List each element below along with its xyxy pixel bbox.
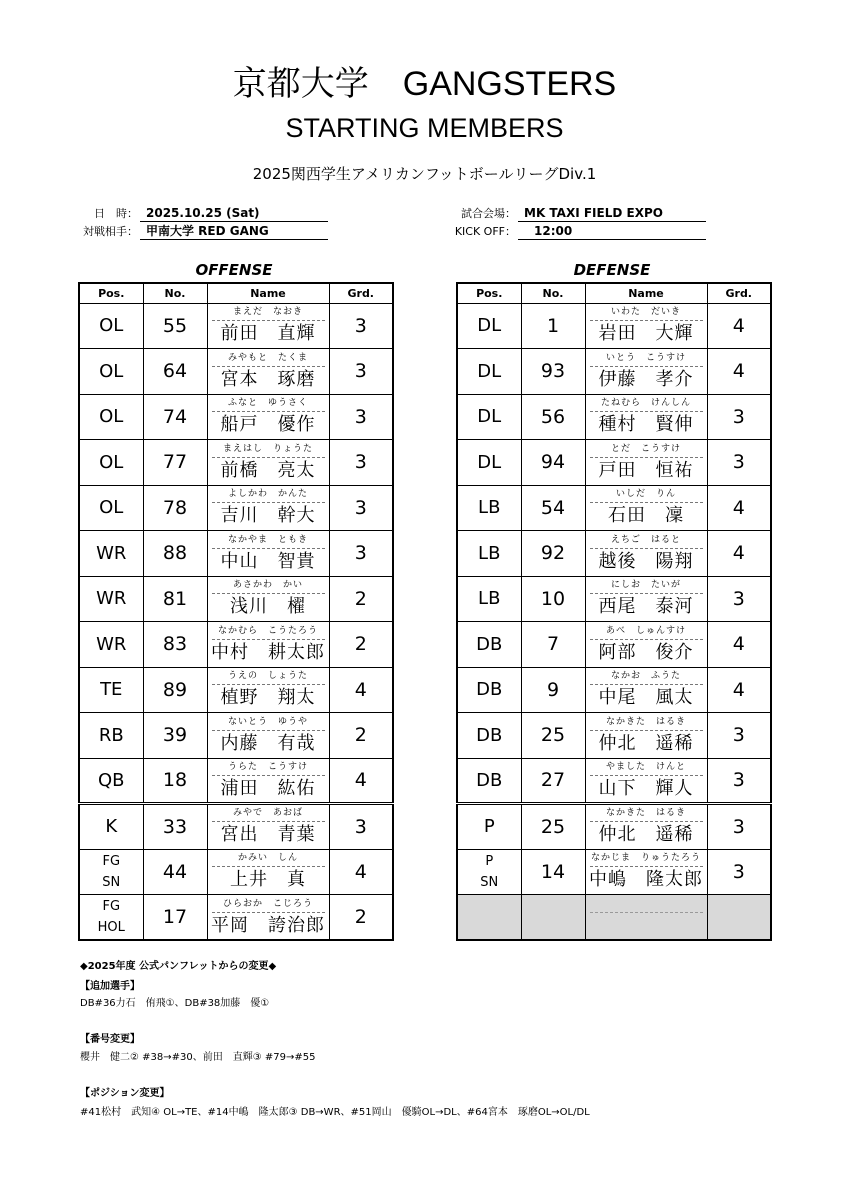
player-row (79, 667, 393, 713)
offense-heading: OFFENSE (195, 261, 273, 279)
player-grade: 3 (329, 440, 393, 486)
player-grade: 2 (329, 713, 393, 759)
player-grade: 4 (707, 485, 771, 531)
player-pos: OL (79, 349, 143, 395)
player-number: 56 (521, 394, 585, 440)
player-pos: WR (79, 531, 143, 577)
empty-cell (521, 895, 585, 941)
kickoff-label: KICK OFF： (454, 225, 516, 238)
offense-table (78, 282, 394, 941)
player-name: 吉川 幹大 (220, 505, 316, 527)
player-pos: WR (79, 576, 143, 622)
player-name: 仲北 遥稀 (598, 824, 694, 846)
player-pos: LB (457, 531, 521, 577)
player-name-kana: なかお ふうた (590, 668, 703, 685)
position-change-text: #41松村 武知④ OL→TE、#14中嶋 隆太郎③ DB→WR、#51岡山 優騎OL→DL、#64宮本 琢磨OL→OL/DL (80, 1107, 590, 1118)
player-name-kana: なかやま ともき (212, 532, 325, 549)
player-pos: DB (457, 713, 521, 759)
player-name-cell (585, 622, 707, 668)
player-row (79, 485, 393, 531)
player-row (79, 622, 393, 668)
player-number: 10 (521, 576, 585, 622)
player-name-kana: なかじま りゅうたろう (590, 850, 703, 867)
number-change-text: 櫻井 健二② #38→#30、前田 直輝③ #79→#55 (80, 1052, 316, 1063)
player-number: 55 (143, 303, 207, 349)
player-name-cell (585, 758, 707, 804)
player-name: 西尾 泰河 (598, 596, 694, 618)
player-name-cell (207, 713, 329, 759)
player-number: 14 (521, 849, 585, 895)
player-name-kana: みやで あおば (212, 805, 325, 822)
player-name: 仲北 遥稀 (598, 732, 694, 754)
player-name-cell (207, 349, 329, 395)
player-row (457, 485, 771, 531)
player-name-cell (585, 349, 707, 395)
player-pos: OL (79, 440, 143, 486)
player-grade: 3 (329, 485, 393, 531)
player-pos (79, 849, 143, 895)
team-title: 京都大学 GANGSTERS (232, 65, 617, 103)
player-number: 17 (143, 895, 207, 941)
defense-heading: DEFENSE (573, 261, 651, 279)
player-pos (457, 849, 521, 895)
player-name-kana: たねむら けんしん (590, 395, 703, 412)
player-name: 内藤 有哉 (220, 732, 316, 754)
kickoff-value: 12:00 (518, 223, 706, 240)
player-name-cell (207, 485, 329, 531)
player-name: 山下 輝人 (598, 777, 694, 799)
player-grade: 3 (329, 394, 393, 440)
player-row (457, 576, 771, 622)
player-row (457, 440, 771, 486)
player-name: 宮出 青葉 (220, 824, 316, 846)
player-name: 浅川 櫂 (230, 596, 306, 618)
player-grade: 3 (707, 849, 771, 895)
player-name: 船戸 優作 (220, 414, 316, 436)
empty-cell (707, 895, 771, 941)
player-grade: 3 (329, 349, 393, 395)
pos-line-2: SN (102, 874, 121, 890)
player-name-kana: ふなと ゆうさく (212, 395, 325, 412)
player-name-cell (207, 576, 329, 622)
player-pos: WR (79, 622, 143, 668)
date-value: 2025.10.25 (Sat) (140, 205, 328, 222)
player-pos: OL (79, 394, 143, 440)
player-name-kana: ひらおか こじろう (212, 896, 325, 913)
player-number: 54 (521, 485, 585, 531)
col-grd: Grd. (329, 283, 393, 303)
player-number: 83 (143, 622, 207, 668)
player-number: 25 (521, 804, 585, 850)
player-name-cell (207, 622, 329, 668)
player-name: 植野 翔太 (220, 687, 316, 709)
player-row (79, 394, 393, 440)
player-name: 阿部 俊介 (598, 641, 694, 663)
league-name: 2025関西学生アメリカンフットボールリーグDiv.1 (252, 165, 597, 183)
player-number: 78 (143, 485, 207, 531)
player-name-cell (585, 531, 707, 577)
player-pos: TE (79, 667, 143, 713)
player-row (457, 667, 771, 713)
player-name-cell (207, 895, 329, 941)
player-pos: K (79, 804, 143, 850)
player-row (457, 713, 771, 759)
opponent-value: 甲南大学 RED GANG (140, 223, 328, 240)
player-name-cell (585, 713, 707, 759)
player-number: 18 (143, 758, 207, 804)
player-number: 1 (521, 303, 585, 349)
pos-line-1: FG (102, 899, 121, 914)
player-name-cell (585, 303, 707, 349)
player-pos: DB (457, 622, 521, 668)
player-grade: 4 (329, 758, 393, 804)
player-row (79, 531, 393, 577)
player-pos (79, 895, 143, 941)
player-grade: 4 (707, 622, 771, 668)
player-row (457, 804, 771, 850)
player-name-cell (207, 849, 329, 895)
player-name: 種村 賢伸 (598, 414, 694, 436)
player-pos: RB (79, 713, 143, 759)
player-name: 中村 耕太郎 (211, 641, 325, 663)
empty-kana-line (590, 896, 703, 913)
player-name-kana: いとう こうすけ (590, 350, 703, 367)
player-grade: 2 (329, 895, 393, 941)
player-name-cell (207, 758, 329, 804)
player-name-cell (207, 440, 329, 486)
player-number: 74 (143, 394, 207, 440)
player-name-kana: うえの しょうた (212, 668, 325, 685)
number-change-heading: 【番号変更】 (80, 1034, 140, 1045)
venue-value: MK TAXI FIELD EXPO (518, 205, 706, 222)
player-name-cell (585, 394, 707, 440)
player-name-kana: えちご はると (590, 532, 703, 549)
player-name: 平岡 誇治郎 (211, 914, 325, 936)
pos-line-1: P (485, 853, 494, 869)
player-grade: 4 (707, 667, 771, 713)
pos-line-2: HOL (97, 920, 125, 935)
player-name-cell (207, 804, 329, 850)
player-name-kana: あべ しゅんすけ (590, 623, 703, 640)
player-pos: DL (457, 349, 521, 395)
player-pos: OL (79, 303, 143, 349)
player-row (457, 349, 771, 395)
player-name-kana: かみい しん (212, 850, 325, 867)
player-row (457, 531, 771, 577)
empty-cell (457, 895, 521, 941)
player-name-cell (585, 667, 707, 713)
player-grade: 3 (707, 576, 771, 622)
player-number: 89 (143, 667, 207, 713)
player-name-kana: いしだ りん (590, 486, 703, 503)
player-name-kana: ないとう ゆうや (212, 714, 325, 731)
player-grade: 4 (329, 849, 393, 895)
player-name: 岩田 大輝 (598, 323, 694, 345)
player-row (79, 713, 393, 759)
player-pos: LB (457, 485, 521, 531)
player-name: 伊藤 孝介 (598, 368, 694, 390)
player-number: 77 (143, 440, 207, 486)
player-name-kana: やました けんと (590, 759, 703, 776)
player-name: 宮本 琢磨 (220, 368, 316, 390)
player-name: 中尾 風太 (598, 687, 694, 709)
player-name-kana: なかむら こうたろう (212, 623, 325, 640)
player-name-kana: にしお たいが (590, 577, 703, 594)
defense-table (456, 282, 772, 941)
player-number: 88 (143, 531, 207, 577)
player-name-kana: まえだ なおき (212, 304, 325, 321)
pos-line-1: FG (102, 853, 121, 869)
player-name-cell (585, 440, 707, 486)
player-pos: LB (457, 576, 521, 622)
player-row (457, 394, 771, 440)
player-row (457, 622, 771, 668)
player-row (79, 303, 393, 349)
pos-line-2: SN (480, 874, 499, 890)
player-row (457, 895, 771, 941)
col-grd: Grd. (707, 283, 771, 303)
player-name-cell (207, 667, 329, 713)
col-name: Name (585, 283, 707, 303)
player-name: 戸田 恒祐 (598, 459, 694, 481)
player-name-kana: まえはし りょうた (212, 441, 325, 458)
player-name-cell (207, 531, 329, 577)
empty-cell (585, 895, 707, 941)
player-pos: DB (457, 758, 521, 804)
player-name-cell (207, 394, 329, 440)
col-pos: Pos. (79, 283, 143, 303)
player-grade: 4 (707, 349, 771, 395)
player-grade: 4 (329, 667, 393, 713)
player-number: 64 (143, 349, 207, 395)
venue-label: 試合会場： (461, 207, 516, 220)
player-name: 石田 凜 (608, 505, 684, 527)
player-number: 93 (521, 349, 585, 395)
player-name: 中山 智貴 (220, 550, 316, 572)
player-name: 浦田 紘佑 (220, 777, 316, 799)
player-name-kana: うらた こうすけ (212, 759, 325, 776)
player-grade: 4 (707, 531, 771, 577)
player-name-cell (585, 576, 707, 622)
player-grade: 2 (329, 622, 393, 668)
opponent-label: 対戦相手： (83, 225, 138, 238)
player-pos: DL (457, 303, 521, 349)
player-pos: P (457, 804, 521, 850)
player-pos: DB (457, 667, 521, 713)
player-number: 81 (143, 576, 207, 622)
empty-name-line (586, 913, 707, 939)
player-name-kana: よしかわ かんた (212, 486, 325, 503)
player-row (79, 849, 393, 895)
player-number: 9 (521, 667, 585, 713)
player-name: 前橋 亮太 (220, 459, 316, 481)
player-row (79, 349, 393, 395)
player-name-kana: あさかわ かい (212, 577, 325, 594)
player-grade: 3 (707, 713, 771, 759)
player-name-kana: とだ こうすけ (590, 441, 703, 458)
player-name-kana: なかきた はるき (590, 714, 703, 731)
player-row (79, 758, 393, 804)
player-pos: DL (457, 440, 521, 486)
player-number: 7 (521, 622, 585, 668)
player-grade: 3 (707, 804, 771, 850)
player-name: 上井 真 (230, 869, 306, 891)
player-number: 27 (521, 758, 585, 804)
added-text: DB#36力石 侑飛①、DB#38加藤 優① (80, 998, 270, 1009)
player-name-cell (585, 849, 707, 895)
player-name: 越後 陽翔 (598, 550, 694, 572)
date-label: 日 時： (94, 207, 138, 220)
player-row (457, 758, 771, 804)
player-name-cell (207, 303, 329, 349)
player-name-kana: いわた だいき (590, 304, 703, 321)
player-grade: 4 (707, 303, 771, 349)
added-heading: 【追加選手】 (80, 981, 140, 992)
player-name-kana: みやもと たくま (212, 350, 325, 367)
player-pos: OL (79, 485, 143, 531)
player-grade: 3 (329, 804, 393, 850)
player-name-kana: なかきた はるき (590, 805, 703, 822)
player-name: 前田 直輝 (220, 323, 316, 345)
player-grade: 3 (329, 303, 393, 349)
player-grade: 2 (329, 576, 393, 622)
player-row (79, 895, 393, 941)
player-row (79, 576, 393, 622)
player-number: 39 (143, 713, 207, 759)
player-name-cell (585, 485, 707, 531)
player-grade: 3 (707, 758, 771, 804)
player-row (457, 849, 771, 895)
player-name-cell (585, 804, 707, 850)
player-row (457, 303, 771, 349)
player-number: 92 (521, 531, 585, 577)
player-pos: DL (457, 394, 521, 440)
player-row (79, 804, 393, 850)
player-grade: 3 (707, 440, 771, 486)
player-number: 25 (521, 713, 585, 759)
player-number: 94 (521, 440, 585, 486)
player-name: 中嶋 隆太郎 (589, 869, 703, 891)
col-no: No. (143, 283, 207, 303)
page-subtitle: STARTING MEMBERS (285, 113, 564, 143)
player-pos: QB (79, 758, 143, 804)
notes-heading: ◆2025年度 公式パンフレットからの変更◆ (80, 961, 277, 972)
position-change-heading: 【ポジション変更】 (80, 1088, 170, 1099)
player-grade: 3 (707, 394, 771, 440)
player-number: 33 (143, 804, 207, 850)
player-number: 44 (143, 849, 207, 895)
player-grade: 3 (329, 531, 393, 577)
col-name: Name (207, 283, 329, 303)
col-no: No. (521, 283, 585, 303)
player-row (79, 440, 393, 486)
col-pos: Pos. (457, 283, 521, 303)
